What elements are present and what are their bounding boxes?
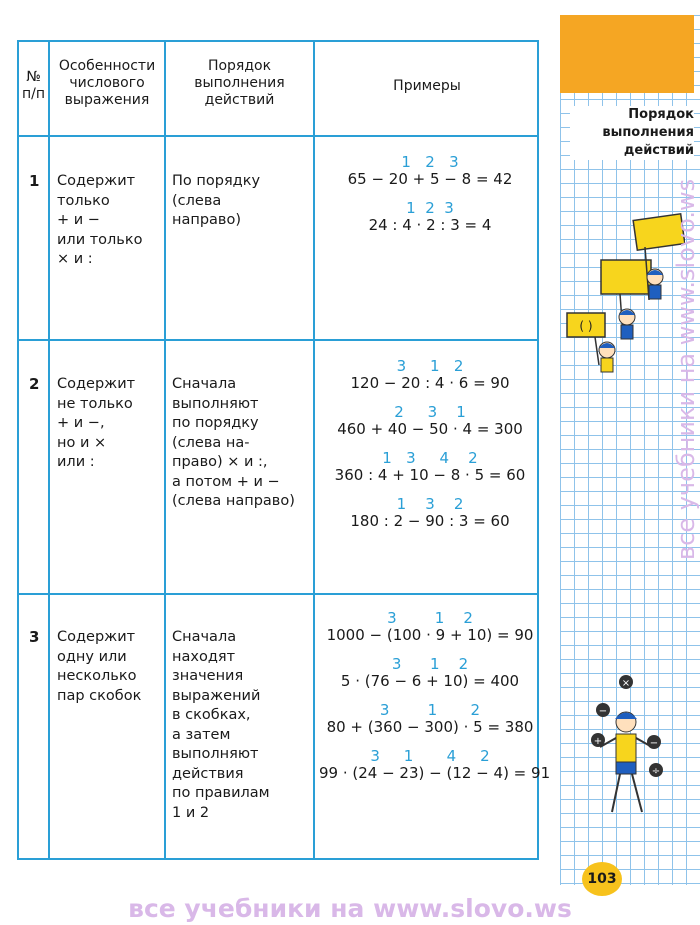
- row-number: 1: [29, 172, 40, 190]
- action-order-digits: 3 1 2: [396, 357, 464, 375]
- example: [319, 747, 551, 782]
- action-order-digits: 3 1 2: [387, 609, 473, 627]
- example: [319, 154, 541, 188]
- svg-text:−: −: [649, 738, 659, 749]
- action-order-digits: 2 3 1: [394, 403, 466, 421]
- row-features: Содержит одну или несколько пар скобок: [57, 629, 142, 704]
- example-expression: 5 · (76 − 6 + 10) = 400: [340, 672, 520, 690]
- juggler-illustration: [588, 672, 668, 817]
- example-expression: 24 : 4 · 2 : 3 = 4: [368, 216, 492, 234]
- example-expression: 80 + (360 − 300) · 5 = 380: [326, 718, 534, 736]
- sidebar-title: Порядок выполнения действий: [570, 106, 694, 160]
- order-of-operations-table: [17, 40, 551, 860]
- example: [319, 496, 541, 530]
- action-order-digits: 1 3 2: [396, 495, 464, 513]
- example: [319, 610, 541, 644]
- header-features: Особенности числового выражения: [58, 58, 156, 108]
- row-features: Содержит не только + и −, но и × или :: [57, 376, 136, 470]
- row-number: 3: [29, 628, 40, 646]
- svg-text:+: +: [593, 736, 603, 747]
- example: [319, 702, 541, 736]
- row-order-rule: Сначала находят значения выражений в скобках, а затем выполняют действия по правилам 1 и 2: [172, 629, 270, 821]
- row-order-rule: По порядку (слева направо): [172, 173, 261, 228]
- example: [319, 358, 541, 392]
- page-number: 103: [582, 862, 622, 896]
- col-divider: [164, 42, 166, 858]
- example: [319, 404, 541, 438]
- svg-text:÷: ÷: [651, 766, 661, 777]
- example-expression: 460 + 40 − 50 · 4 = 300: [337, 420, 523, 438]
- action-order-digits: 3 1 2: [379, 701, 481, 719]
- example: [319, 656, 541, 690]
- row-divider: [19, 339, 537, 341]
- action-order-digits: 3 1 4 2: [370, 747, 490, 765]
- footer-watermark: все учебники на www.slovo.ws: [128, 894, 572, 923]
- example-expression: 1000 − (100 · 9 + 10) = 90: [326, 626, 534, 644]
- col-divider: [48, 42, 50, 858]
- row-divider: [19, 135, 537, 137]
- action-order-digits: 3 1 2: [391, 655, 469, 673]
- row-number: 2: [29, 375, 40, 393]
- vertical-watermark: все учебники на www.slovo.ws: [672, 178, 700, 560]
- example: [319, 450, 541, 484]
- sign-parentheses-text: ( ): [579, 319, 593, 333]
- row-features: Содержит только + и − или только × и :: [57, 173, 143, 267]
- col-divider: [313, 42, 315, 858]
- header-num: № п/п: [21, 69, 46, 102]
- header-order: Порядок выполнения действий: [194, 58, 285, 108]
- header-examples: Примеры: [393, 78, 461, 94]
- row-order-rule: Сначала выполняют по порядку (слева на- право) × и :, а потом + и − (слева направо): [172, 376, 295, 509]
- action-order-digits: 1 2 3: [401, 153, 459, 171]
- action-order-digits: 1 3 4 2: [382, 449, 478, 467]
- example: [319, 200, 541, 234]
- example-expression: 360 : 4 + 10 − 8 · 5 = 60: [334, 466, 526, 484]
- example-expression: 180 : 2 − 90 : 3 = 60: [350, 512, 510, 530]
- example-expression: 99 · (24 − 23) − (12 − 4) = 91: [319, 764, 551, 782]
- row-divider: [19, 593, 537, 595]
- example-expression: 120 − 20 : 4 · 6 = 90: [350, 374, 510, 392]
- action-order-digits: 1 2 3: [406, 199, 454, 217]
- kids-with-signs-illustration: [565, 205, 685, 385]
- orange-corner-block: [560, 15, 694, 93]
- svg-text:×: ×: [621, 678, 631, 689]
- svg-text:−: −: [598, 706, 608, 717]
- example-expression: 65 − 20 + 5 − 8 = 42: [347, 170, 513, 188]
